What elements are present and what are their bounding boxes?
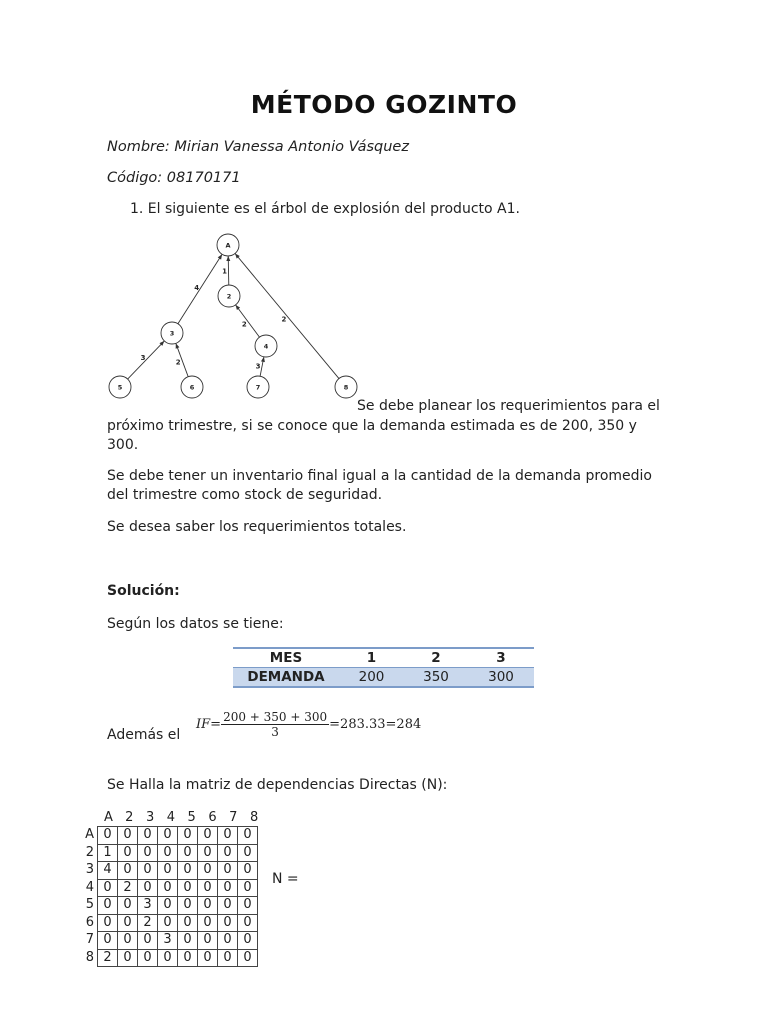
demand-header-cell: 3	[468, 648, 534, 668]
matrix-cell: 0	[238, 897, 258, 915]
matrix-cell: 0	[238, 862, 258, 880]
matrix-cell: 0	[238, 827, 258, 845]
formula-eq: =	[210, 717, 222, 732]
matrix-col-label: 5	[187, 810, 196, 825]
demand-header-cell: MES	[233, 648, 339, 668]
matrix-row	[98, 827, 258, 845]
matrix-cell: 0	[218, 879, 238, 897]
explosion-tree-diagram	[100, 230, 365, 400]
matrix-intro: Se Halla la matriz de dependencias Directas (N):	[107, 777, 448, 793]
matrix-row-label: A	[85, 827, 94, 842]
if-formula	[196, 710, 421, 739]
tree-edge-quantity: 3	[140, 354, 146, 363]
matrix-col-label: 2	[125, 810, 134, 825]
matrix-cell: 0	[198, 932, 218, 950]
matrix-cell: 0	[98, 897, 118, 915]
tree-edge-quantity: 2	[175, 358, 181, 367]
matrix-row-label: 4	[85, 879, 94, 895]
matrix-cell: 0	[218, 827, 238, 845]
student-code: Código: 08170171	[107, 170, 241, 186]
formula-denominator: 3	[271, 725, 279, 739]
matrix-cell: 0	[98, 879, 118, 897]
tree-edge-quantity: 4	[194, 283, 200, 292]
formula-numerator: 200 + 350 + 300	[223, 710, 328, 724]
matrix-cell: 0	[138, 862, 158, 880]
matrix-row	[98, 862, 258, 880]
matrix-cell: 0	[158, 949, 178, 967]
demand-cell: 200	[339, 668, 404, 688]
data-intro: Según los datos se tiene:	[107, 616, 284, 632]
student-name: Nombre: Mirian Vanessa Antonio Vásquez	[107, 139, 409, 155]
matrix-cell: 0	[158, 914, 178, 932]
demand-cell: 300	[468, 668, 534, 688]
tree-node-label: 2	[226, 292, 232, 301]
matrix-cell: 0	[218, 914, 238, 932]
matrix-cell: 0	[118, 914, 138, 932]
matrix-cell: 0	[98, 932, 118, 950]
matrix-row	[98, 879, 258, 897]
matrix-cell: 0	[138, 879, 158, 897]
demand-table-header	[233, 648, 534, 668]
dependency-matrix	[97, 826, 258, 967]
demand-row-label: DEMANDA	[233, 668, 339, 688]
list-item-1: 1. El siguiente es el árbol de explosión del producto A1.	[130, 201, 520, 217]
matrix-row	[98, 932, 258, 950]
matrix-cell: 0	[198, 879, 218, 897]
demand-table-row	[233, 668, 534, 688]
matrix-cell: 0	[98, 914, 118, 932]
matrix-row-label: 8	[85, 949, 94, 965]
matrix-cell: 0	[178, 932, 198, 950]
matrix-cell: 0	[178, 897, 198, 915]
matrix-col-label: 8	[249, 810, 259, 825]
matrix-cell: 0	[118, 844, 138, 862]
matrix-cell: 4	[98, 862, 118, 880]
matrix-cell: 0	[118, 897, 138, 915]
paragraph-requirements: Se desea saber los requerimientos totales.	[107, 519, 407, 535]
tree-node-label: 4	[263, 342, 269, 351]
matrix-cell: 0	[218, 949, 238, 967]
ademas-label: Además el	[107, 727, 181, 743]
matrix-row	[98, 949, 258, 967]
tree-arrowhead	[261, 357, 265, 362]
tree-arrowhead	[218, 254, 222, 259]
solution-heading: Solución:	[107, 583, 180, 599]
matrix-cell: 0	[238, 844, 258, 862]
matrix-cell: 0	[158, 897, 178, 915]
matrix-cell: 0	[198, 844, 218, 862]
tree-nodes	[109, 234, 357, 398]
tree-node-label: A	[225, 241, 231, 250]
matrix-cell: 0	[138, 932, 158, 950]
matrix-cell: 0	[118, 862, 138, 880]
matrix-cell: 0	[238, 879, 258, 897]
matrix-n-label: N =	[272, 871, 299, 887]
tree-description-b: próximo trimestre, si se conoce que la demanda estimada es de 200, 350 y 300.	[107, 417, 637, 453]
matrix-cell: 0	[158, 862, 178, 880]
matrix-cell: 0	[198, 827, 218, 845]
matrix-cell: 0	[198, 862, 218, 880]
tree-edges	[128, 253, 339, 379]
matrix-cell: 2	[98, 949, 118, 967]
matrix-cell: 0	[218, 932, 238, 950]
tree-edge-A-3	[178, 254, 222, 323]
matrix-col-label: A	[104, 810, 113, 825]
tree-edge-quantity: 2	[241, 320, 247, 329]
tree-node-label: 7	[255, 383, 261, 392]
matrix-cell: 0	[198, 949, 218, 967]
matrix-cell: 0	[138, 949, 158, 967]
page-title: MÉTODO GOZINTO	[250, 90, 518, 119]
matrix-cell: 0	[178, 862, 198, 880]
matrix-cell: 0	[118, 949, 138, 967]
matrix-cell: 0	[178, 879, 198, 897]
matrix-row	[98, 897, 258, 915]
matrix-row-label: 5	[85, 897, 94, 912]
tree-edge-quantity: 1	[222, 267, 227, 276]
matrix-cell: 0	[178, 949, 198, 967]
matrix-col-label: 4	[166, 810, 176, 825]
formula-lhs: IF	[196, 717, 211, 732]
tree-description-a: Se debe planear los requerimientos para el	[357, 398, 660, 414]
matrix-row-label: 3	[85, 862, 94, 877]
tree-edge-2-4	[236, 305, 260, 337]
tree-node-label: 8	[343, 383, 349, 392]
matrix-cell: 0	[238, 949, 258, 967]
tree-node-label: 5	[117, 383, 123, 392]
demand-table	[233, 647, 534, 688]
matrix-cell: 0	[158, 844, 178, 862]
matrix-col-label: 6	[208, 810, 217, 825]
matrix-row-label: 6	[85, 914, 94, 930]
matrix-cell: 0	[238, 914, 258, 932]
matrix-cell: 0	[218, 844, 238, 862]
matrix-cell: 0	[218, 862, 238, 880]
tree-arrowhead	[176, 343, 180, 348]
matrix-cell: 3	[158, 932, 178, 950]
paragraph-inventory: Se debe tener un inventario final igual a la cantidad de la demanda promedio del trimestre como stock de seguridad.	[107, 468, 652, 503]
matrix-cell: 0	[118, 827, 138, 845]
matrix-cell: 0	[178, 844, 198, 862]
tree-edge-quantity: 2	[281, 315, 287, 324]
formula-fraction	[221, 710, 329, 739]
tree-node-label: 3	[169, 329, 175, 338]
matrix-cell: 3	[138, 897, 158, 915]
matrix-row-label: 7	[85, 932, 94, 947]
matrix-cell: 0	[238, 932, 258, 950]
tree-node-label: 6	[189, 383, 195, 392]
matrix-cell: 2	[138, 914, 158, 932]
matrix-cell: 0	[198, 897, 218, 915]
tree-edge-3-5	[128, 341, 165, 379]
demand-header-cell: 1	[339, 648, 404, 668]
tree-edge-A-8	[235, 253, 339, 378]
matrix-col-label: 3	[145, 810, 155, 825]
formula-result: =283.33=284	[329, 717, 422, 732]
matrix-cell: 0	[138, 844, 158, 862]
matrix-cell: 0	[118, 932, 138, 950]
tree-arrowhead	[236, 305, 241, 310]
tree-arrowhead	[226, 256, 230, 261]
matrix-row	[98, 844, 258, 862]
matrix-cell: 0	[158, 827, 178, 845]
matrix-cell: 0	[158, 879, 178, 897]
matrix-cell: 2	[118, 879, 138, 897]
matrix-cell: 0	[198, 914, 218, 932]
demand-header-cell: 2	[404, 648, 468, 668]
matrix-cell: 0	[138, 827, 158, 845]
tree-description	[107, 397, 667, 456]
demand-cell: 350	[404, 668, 468, 688]
matrix-row-label: 2	[85, 844, 94, 860]
tree-edge-quantity: 3	[255, 362, 261, 371]
matrix-row	[98, 914, 258, 932]
matrix-cell: 0	[178, 827, 198, 845]
matrix-col-label: 7	[229, 810, 238, 825]
matrix-cell: 0	[98, 827, 118, 845]
matrix-cell: 0	[218, 897, 238, 915]
matrix-cell: 1	[98, 844, 118, 862]
matrix-cell: 0	[178, 914, 198, 932]
